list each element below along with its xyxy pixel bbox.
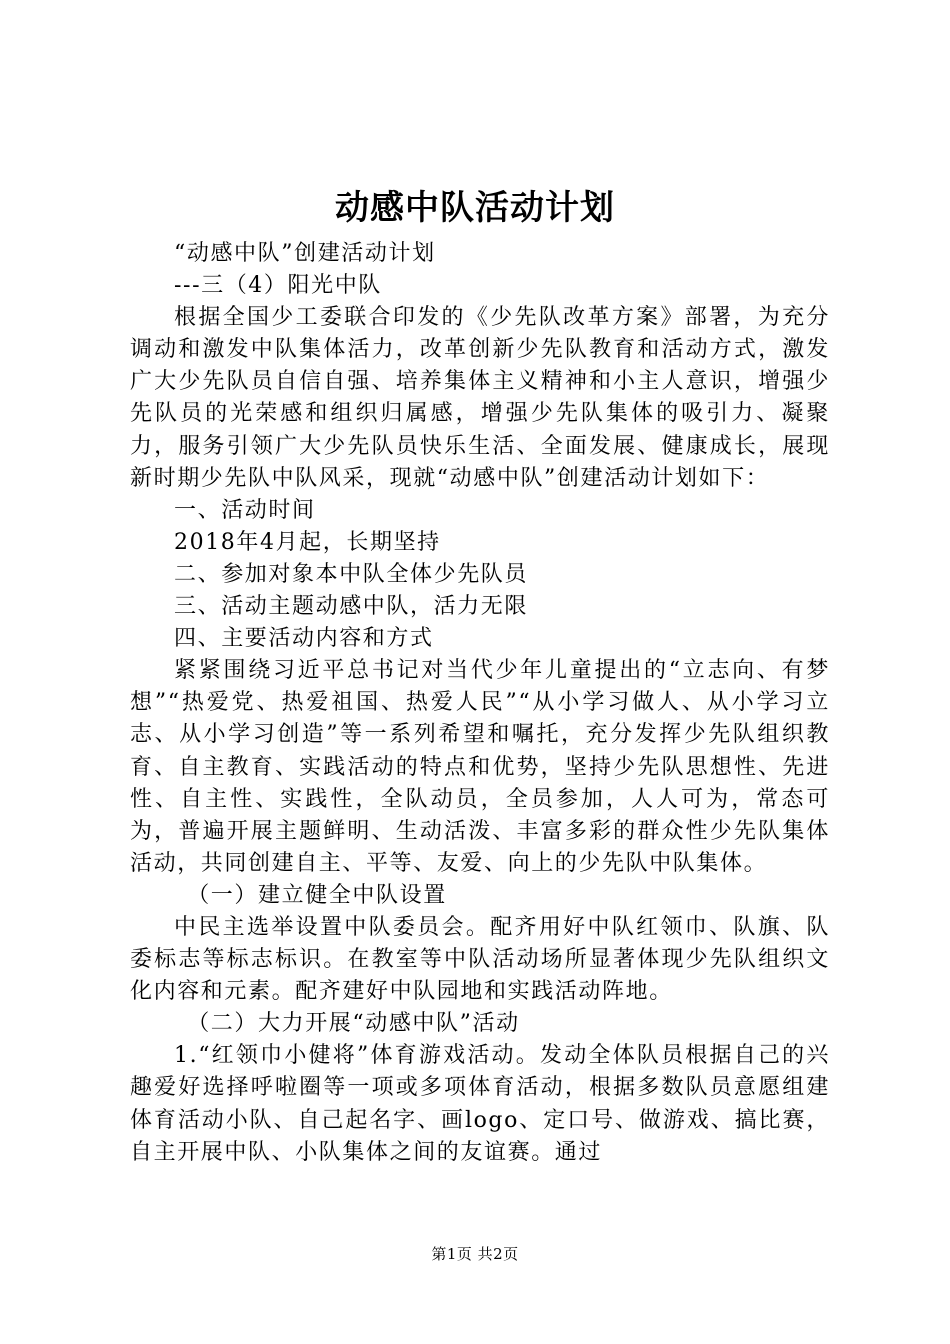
page-total: 共2页 [477,1245,519,1263]
section-heading-theme: 三、活动主题动感中队，活力无限 [174,594,529,620]
activity-item-1: 1.“红领巾小健将”体育游戏活动。发动全体队员根据自己的兴趣爱好选择呼啦圈等一项或多项体育活动，根据多数队员意愿组建体育活动小队、自己起名字、画logo、定口号、做游戏、搞比赛，自主开展中队、小队集体之间的友谊赛。通过 [130,1043,830,1165]
subsection-heading-activities: （二）大力开展“动感中队”活动 [187,1011,520,1037]
page-footer [0,1244,950,1264]
section-heading-time: 一、活动时间 [174,497,316,523]
class-name-line: ---三（4）阳光中队 [174,273,382,299]
section-heading-participants: 二、参加对象本中队全体少先队员 [174,561,529,587]
subtitle: “动感中队”创建活动计划 [174,241,436,266]
content-paragraph: 紧紧围绕习近平总书记对当代少年儿童提出的“立志向、有梦想”“热爱党、热爱祖国、热爱人民”“从小学习做人、从小学习立志、从小学习创造”等一系列希望和嘱托，充分发挥少先队组织教育、自主教育、实践活动的特点和优势，坚持少先队思想性、先进性、自主性、实践性，全队动员，全员参加，人人可为，常态可为，普遍开展主题鲜明、生动活泼、丰富多彩的群众性少先队集体活动，共同创建自主、平等、友爱、向上的少先队中队集体。 [130,658,830,876]
document-body [130,238,830,1169]
setup-paragraph: 中民主选举设置中队委员会。配齐用好中队红领巾、队旗、队委标志等标志标识。在教室等中队活动场所显著体现少先队组织文化内容和元素。配齐建好中队园地和实践活动阵地。 [130,914,830,1005]
intro-paragraph: 根据全国少工委联合印发的《少先队改革方案》部署，为充分调动和激发中队集体活力，改革创新少先队教育和活动方式，激发广大少先队员自信自强、培养集体主义精神和小主人意识，增强少先队员的光荣感和组织归属感，增强少先队集体的吸引力、凝聚力，服务引领广大少先队员快乐生活、全面发展、健康成长，展现新时期少先队中队风采，现就“动感中队”创建活动计划如下： [130,305,830,491]
subsection-heading-setup: （一）建立健全中队设置 [187,882,447,908]
document-title: 动感中队活动计划 [335,188,615,228]
section-heading-content: 四、主要活动内容和方式 [174,626,434,652]
page-number: 第1页 [431,1245,473,1263]
time-detail: 2018年4月起，长期坚持 [174,529,441,555]
